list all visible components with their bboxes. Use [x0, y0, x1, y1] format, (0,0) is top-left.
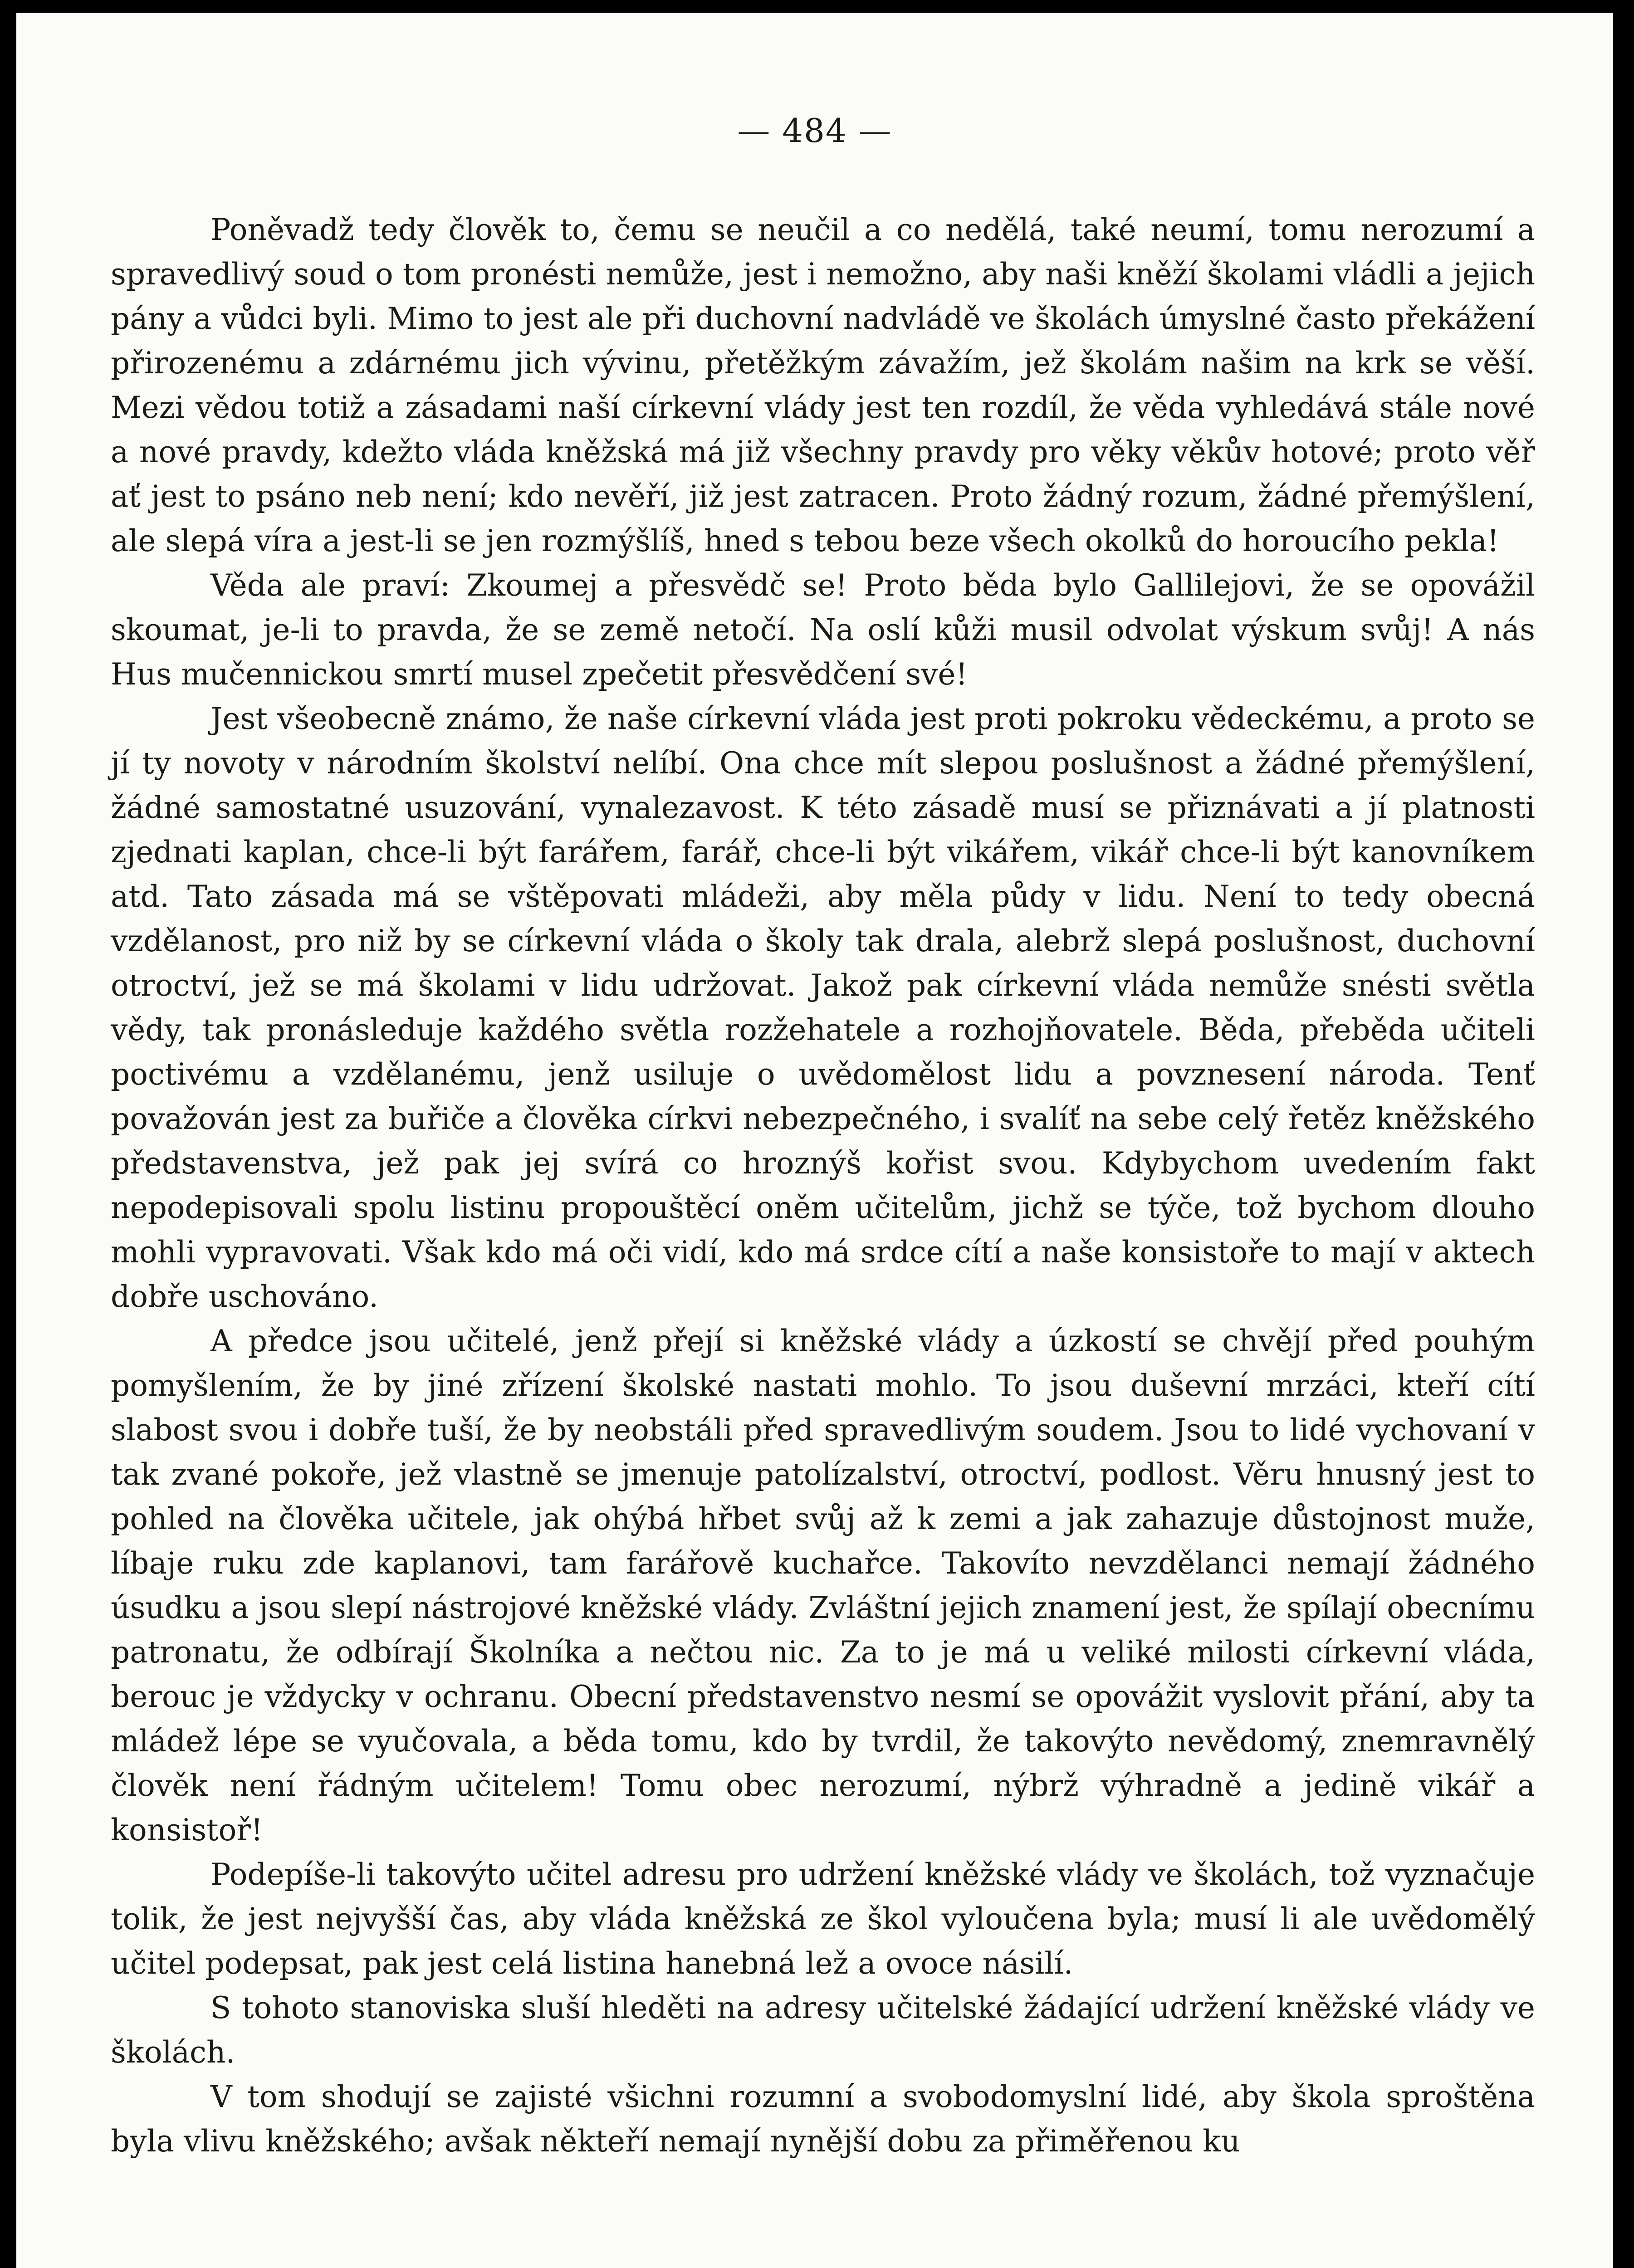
paragraph: A předce jsou učitelé, jenž přejí si kněžské vlády a úzkostí se chvějí před pouhým pomyšlením, že by jiné zřízení školské nastati mohlo. To jsou duševní mrzáci, kteří cítí slabost svou i dobře tuší, že by neobstáli před spravedlivým soudem. Jsou to lidé vychovaní v tak zvané pokoře, jež vlastně se jmenuje patolízalství, otroctví, podlost. Věru hnusný jest to pohled na člověka učitele, jak ohýbá hřbet svůj až k zemi a jak zahazuje důstojnost muže, líbaje ruku zde kaplanovi, tam farářově kuchařce. Takovíto nevzdělanci nemají žádného úsudku a jsou slepí nástrojové kněžské vlády. Zvláštní jejich znamení jest, že spílají obecnímu patronatu, že odbírají Školníka a nečtou nic. Za to je má u veliké milosti církevní vláda, berouc je vždycky v ochranu. Obecní představenstvo nesmí se opovážit vyslovit přání, aby ta mládež lépe se vyučovala, a běda tomu, kdo by tvrdil, že takovýto nevědomý, znemravnělý člověk není řádným učitelem! Tomu obec nerozumí, nýbrž výhradně a jedině vikář a konsistoř! [111, 1324, 1535, 1848]
paragraph: Podepíše-li takovýto učitel adresu pro udržení kněžské vlády ve školách, tož vyznačuje tolik, že jest nejvyšší čas, aby vláda kněžská ze škol vyloučena byla; musí li ale uvědomělý učitel podepsat, pak jest celá listina hanebná lež a ovoce násilí. [111, 1857, 1535, 1981]
paragraph: Poněvadž tedy člověk to, čemu se neučil a co nedělá, také neumí, tomu nerozumí a spravedlivý soud o tom pronésti nemůže, jest i nemožno, aby naši kněží školami vládli a jejich pány a vůdci byli. Mimo to jest ale při duchovní nadvládě ve školách úmyslné často překážení přirozenému a zdárnému jich vývinu, přetěžkým závažím, jež školám našim na krk se věší. Mezi vědou totiž a zásadami naší církevní vlády jest ten rozdíl, že věda vyhledává stále nové a nové pravdy, kdežto vláda kněžská má již všechny pravdy pro věky věkův hotové; proto věř ať jest to psáno neb není; kdo nevěří, již jest zatracen. Proto žádný rozum, žádné přemýšlení, ale slepá víra a jest-li se jen rozmýšlíš, hned s tebou beze všech okolků do horoucího pekla! [111, 212, 1535, 558]
body-text [111, 208, 1535, 2164]
paragraph: S tohoto stanoviska sluší hleděti na adresy učitelské žádající udržení kněžské vlády ve školách. [111, 1990, 1535, 2070]
paragraph: Jest všeobecně známo, že naše církevní vláda jest proti pokroku vědeckému, a proto se jí ty novoty v národním školství nelíbí. Ona chce mít slepou poslušnost a žádné přemýšlení, žádné samostatné usuzování, vynalezavost. K této zásadě musí se přiznávati a jí platnosti zjednati kaplan, chce-li být farářem, farář, chce-li být vikářem, vikář chce-li být kanovníkem atd. Tato zásada má se vštěpovati mládeži, aby měla půdy v lidu. Není to tedy obecná vzdělanost, pro niž by se církevní vláda o školy tak drala, alebrž slepá poslušnost, duchovní otroctví, jež se má školami v lidu udržovat. Jakož pak církevní vláda nemůže snésti světla vědy, tak pronásleduje každého světla rozžehatele a rozhojňovatele. Běda, přeběda učiteli poctivému a vzdělanému, jenž usiluje o uvědomělost lidu a povznesení národa. Tenť považován jest za buřiče a člověka církvi nebezpečného, i svalíť na sebe celý řetěz kněžského představenstva, jež pak jej svírá co hroznýš kořist svou. Kdybychom uvedením fakt nepodepisovali spolu listinu propouštěcí oněm učitelům, jichž se týče, tož bychom dlouho mohli vypravovati. Však kdo má oči vidí, kdo má srdce cítí a naše konsistoře to mají v aktech dobře uschováno. [111, 701, 1535, 1314]
paragraph: Věda ale praví: Zkoumej a přesvědč se! Proto běda bylo Gallilejovi, že se opovážil skoumat, je-li to pravda, že se země netočí. Na oslí kůži musil odvolat výskum svůj! A nás Hus mučennickou smrtí musel zpečetit přesvědčení své! [111, 568, 1535, 692]
book-page [16, 13, 1613, 2268]
paragraph: V tom shodují se zajisté všichni rozumní a svobodomyslní lidé, aby škola sproštěna byla vlivu kněžského; avšak někteří nemají nynější dobu za přiměřenou ku [111, 2079, 1535, 2159]
page-number-header: — 484 — [737, 112, 892, 150]
